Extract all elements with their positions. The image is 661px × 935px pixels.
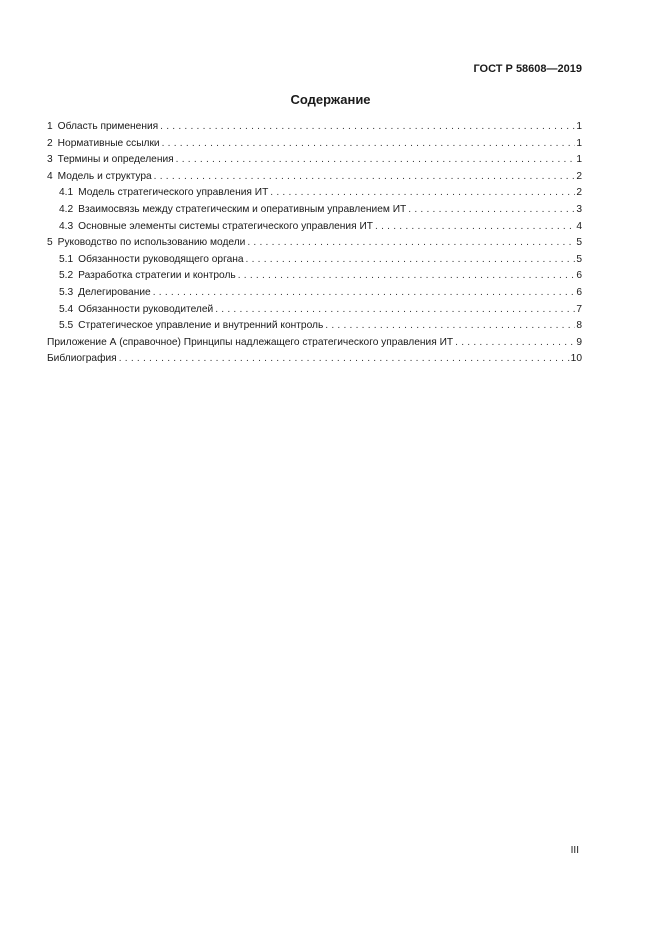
toc-entry-page: 4 bbox=[576, 220, 582, 232]
toc-title: Содержание bbox=[290, 92, 371, 107]
toc-dot-leader bbox=[119, 351, 570, 368]
toc-dot-leader bbox=[246, 252, 576, 269]
toc-entry[interactable] bbox=[47, 351, 582, 368]
toc-entry[interactable] bbox=[47, 285, 582, 302]
toc-entry[interactable] bbox=[47, 185, 582, 202]
toc-entry-label: Разработка стратегии и контроль bbox=[78, 270, 236, 282]
toc-entry[interactable] bbox=[47, 268, 582, 285]
toc-entry-label: Обязанности руководителей bbox=[78, 303, 214, 315]
toc-entry-number: 1 bbox=[47, 121, 53, 132]
toc-entry-label: Термины и определения bbox=[57, 154, 174, 166]
toc-entry-label: Руководство по использованию модели bbox=[57, 237, 246, 249]
toc-dot-leader bbox=[325, 318, 575, 335]
toc-entry-label: Стратегическое управление и внутренний контроль bbox=[78, 320, 324, 332]
toc-dot-leader bbox=[176, 152, 576, 169]
toc-dot-leader bbox=[160, 119, 575, 136]
toc-entry-page: 10 bbox=[570, 353, 582, 365]
toc-entry-page: 8 bbox=[576, 320, 582, 332]
toc-entry[interactable] bbox=[47, 302, 582, 319]
toc-entry-page: 2 bbox=[576, 170, 582, 182]
toc-entry-number: 4 bbox=[47, 170, 53, 182]
toc-entry-number: 4.3 bbox=[59, 220, 74, 232]
toc-dot-leader bbox=[247, 235, 575, 252]
toc-entry[interactable] bbox=[47, 152, 582, 169]
toc-dot-leader bbox=[238, 268, 576, 285]
toc-entry-page: 7 bbox=[576, 303, 582, 315]
toc-entry-number: 5.3 bbox=[59, 286, 74, 298]
toc-dot-leader bbox=[270, 185, 575, 202]
toc-entry-page: 5 bbox=[576, 253, 582, 265]
toc-entry-label: Модель стратегического управления ИТ bbox=[78, 187, 269, 199]
toc-entry-label: Приложение А (справочное) Принципы надлежащего стратегического управления ИТ bbox=[47, 336, 454, 348]
toc-entry-label: Делегирование bbox=[78, 286, 151, 298]
toc-entry-page: 5 bbox=[576, 237, 582, 249]
toc-entry-page: 3 bbox=[576, 203, 582, 215]
toc-entry-page: 2 bbox=[576, 187, 582, 199]
toc-entry[interactable] bbox=[47, 335, 582, 352]
toc-entry-number: 5.2 bbox=[59, 270, 74, 282]
page-number: III bbox=[570, 845, 579, 856]
toc-entry-label: Нормативные ссылки bbox=[57, 137, 160, 149]
toc-entry[interactable] bbox=[47, 119, 582, 136]
toc-entry-page: 6 bbox=[576, 270, 582, 282]
toc-entry[interactable] bbox=[47, 252, 582, 269]
toc-entry[interactable] bbox=[47, 136, 582, 153]
toc-entry-number: 4.2 bbox=[59, 203, 74, 215]
toc-dot-leader bbox=[162, 136, 576, 153]
toc-entry-number: 5 bbox=[47, 237, 53, 249]
toc-entry[interactable] bbox=[47, 169, 582, 186]
toc-dot-leader bbox=[154, 169, 576, 186]
toc-entry-page: 1 bbox=[576, 121, 582, 132]
standard-code: ГОСТ Р 58608—2019 bbox=[473, 63, 582, 75]
toc-entry-label: Область применения bbox=[57, 121, 159, 132]
toc-entry-page: 1 bbox=[576, 154, 582, 166]
toc-dot-leader bbox=[153, 285, 576, 302]
toc-entry-number: 5.1 bbox=[59, 253, 74, 265]
toc-dot-leader bbox=[455, 335, 575, 352]
toc-dot-leader bbox=[375, 219, 575, 236]
toc-entry-label: Обязанности руководящего органа bbox=[78, 253, 244, 265]
toc-entry-label: Основные элементы системы стратегического управления ИТ bbox=[78, 220, 374, 232]
toc-entry-number: 2 bbox=[47, 137, 53, 149]
toc-entry-label: Взаимосвязь между стратегическим и оперативным управлением ИТ bbox=[78, 203, 407, 215]
toc-entry-page: 6 bbox=[576, 286, 582, 298]
toc-entry[interactable] bbox=[47, 235, 582, 252]
toc-entry-label: Библиография bbox=[47, 353, 117, 365]
toc-entry[interactable] bbox=[47, 318, 582, 335]
toc-entry[interactable] bbox=[47, 202, 582, 219]
toc-dot-leader bbox=[408, 202, 575, 219]
toc-entry-page: 1 bbox=[576, 137, 582, 149]
table-of-contents bbox=[47, 119, 582, 368]
toc-entry-number: 5.5 bbox=[59, 320, 74, 332]
toc-entry-label: Модель и структура bbox=[57, 170, 152, 182]
toc-entry-number: 4.1 bbox=[59, 187, 74, 199]
toc-dot-leader bbox=[215, 302, 575, 319]
toc-entry-number: 5.4 bbox=[59, 303, 74, 315]
toc-entry-number: 3 bbox=[47, 154, 53, 166]
toc-entry-page: 9 bbox=[576, 336, 582, 348]
toc-entry[interactable] bbox=[47, 219, 582, 236]
